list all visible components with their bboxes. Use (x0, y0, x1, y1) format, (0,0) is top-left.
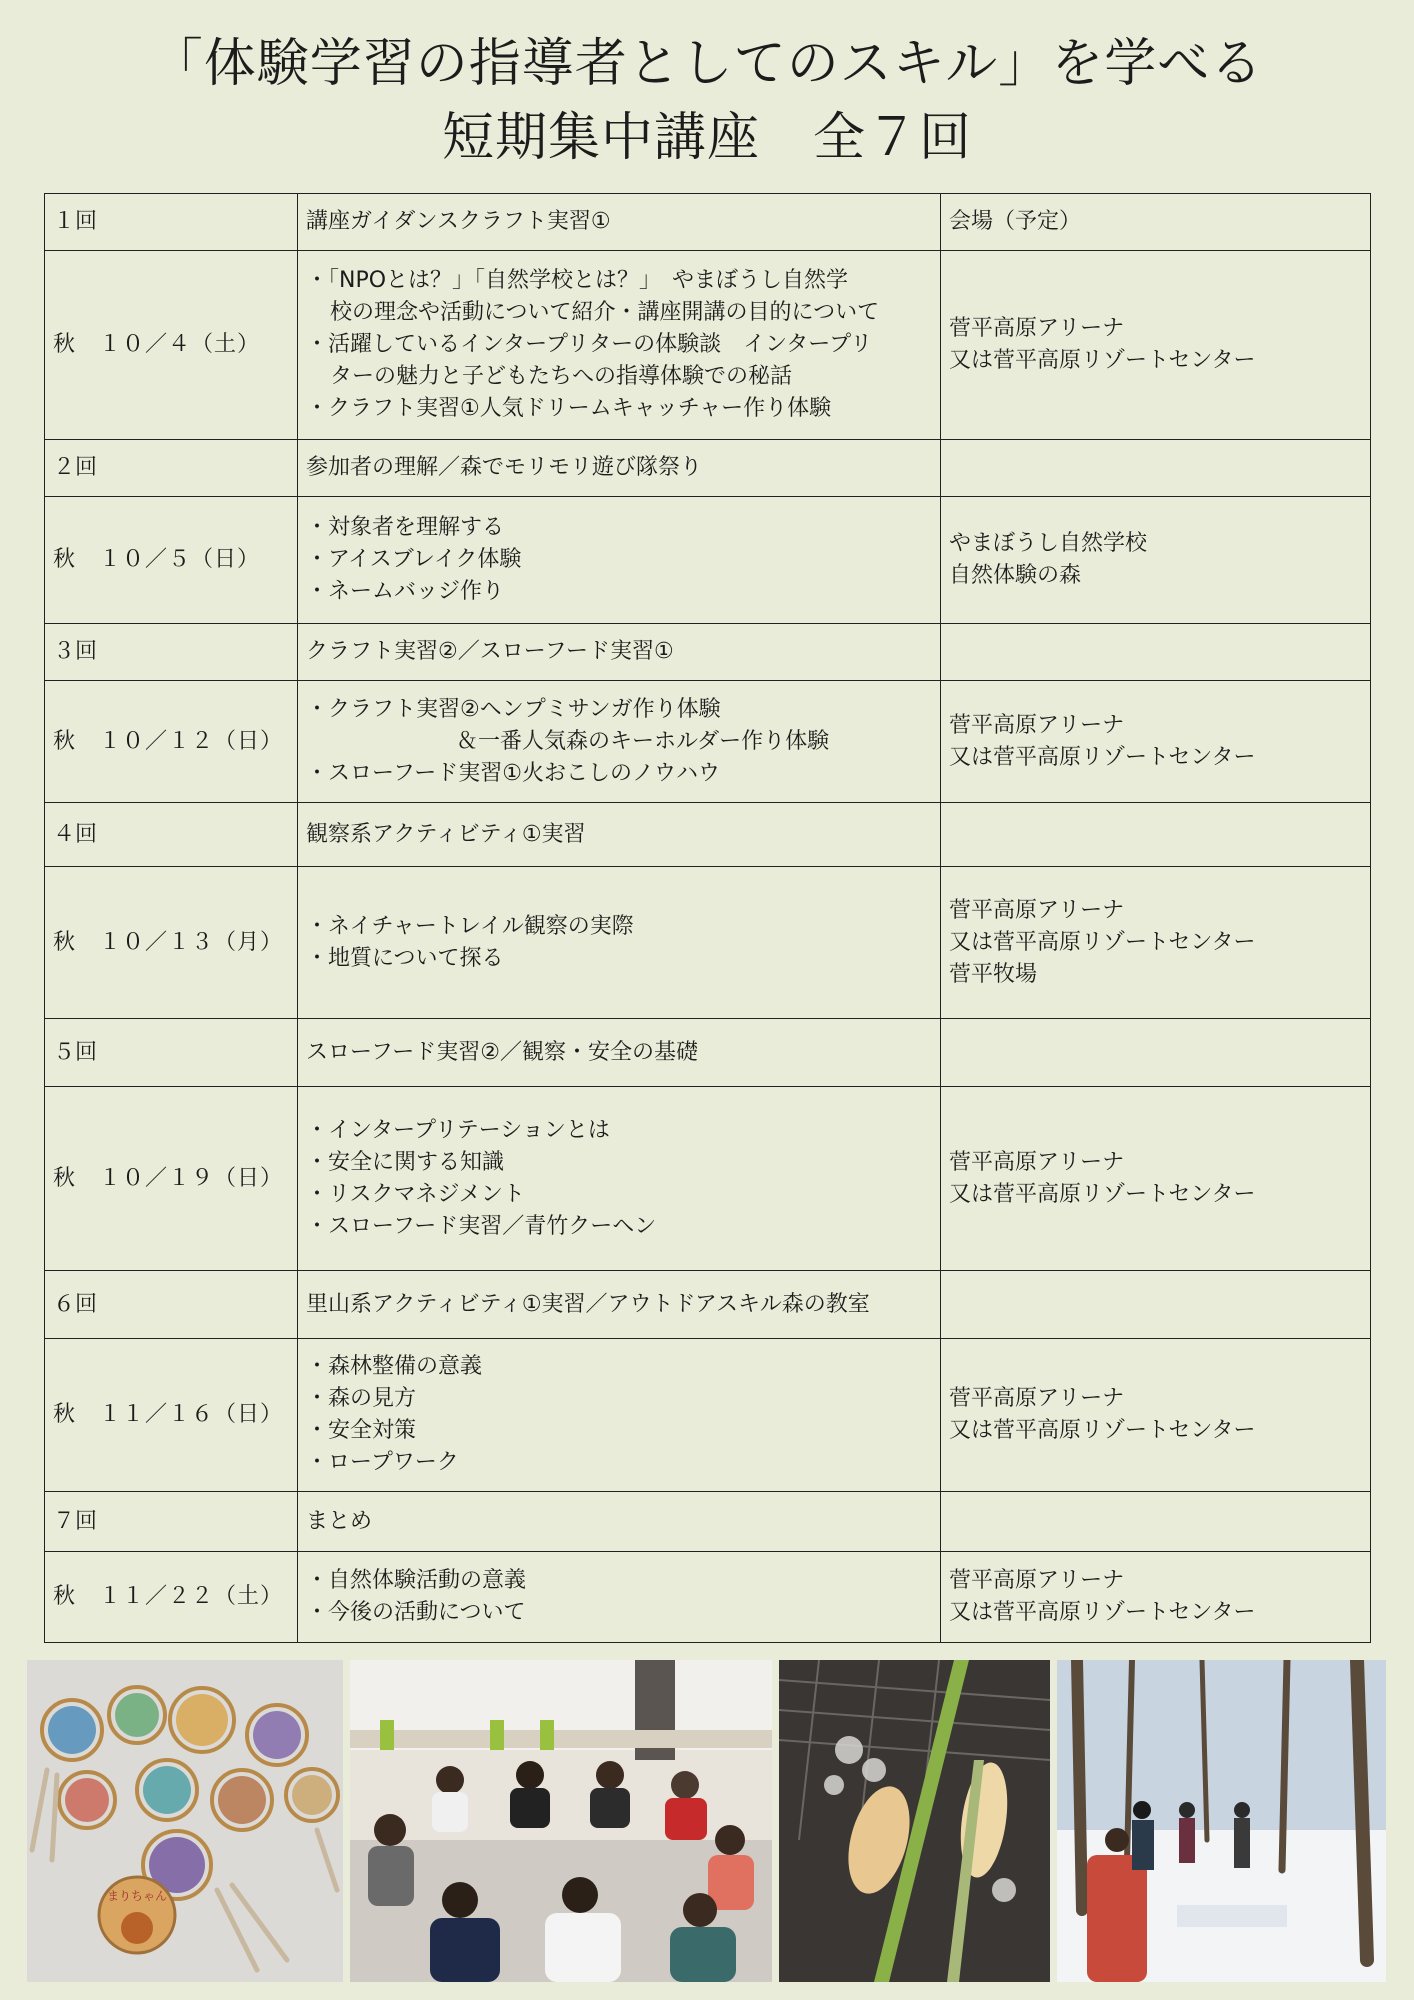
session-venue (941, 1087, 1371, 1271)
detail-line: ・リスクマネジメント (306, 1181, 525, 1207)
session-date: 秋 １０／１９（日） (45, 1087, 298, 1271)
session-topic: 里山系アクティビティ①実習／アウトドアスキル森の教室 (298, 1271, 941, 1339)
session-topic: 講座ガイダンスクラフト実習① (298, 194, 941, 251)
group-workshop-photo (350, 1660, 772, 1982)
session-date: 秋 １０／５（日） (45, 497, 298, 624)
session-date: 秋 １１／１６（日） (45, 1339, 298, 1492)
session-detail-row (45, 251, 1371, 440)
detail-line: ターの魅力と子どもたちへの指導体験での秘話 (330, 364, 793, 389)
detail-line: ・森林整備の意義 (306, 1354, 483, 1379)
session-venue (941, 681, 1371, 803)
detail-line: ・｢NPOとは？｣「自然学校とは？」 やまぼうし自然学 (306, 268, 849, 293)
session-details (298, 867, 941, 1019)
session-details (298, 251, 941, 440)
detail-line: ・ネームバッジ作り (306, 579, 505, 604)
session-detail-row (45, 1087, 1371, 1271)
page-subtitle: 短期集中講座 全７回 (441, 108, 972, 168)
detail-line: ・スローフード実習／青竹クーヘン (306, 1213, 657, 1239)
session-header-row (45, 440, 1371, 497)
detail-line: ・アイスブレイク体験 (306, 547, 522, 572)
snow-forest-photo (1057, 1660, 1386, 1982)
session-details (298, 681, 941, 803)
detail-line: ・今後の活動について (306, 1600, 526, 1625)
detail-line: ・活躍しているインタープリターの体験談 インタープリ (306, 332, 873, 357)
venue-line: 又は菅平高原リゾートセンター (949, 1181, 1256, 1207)
schedule-table (44, 193, 1371, 1643)
venue-line: 又は菅平高原リゾートセンター (949, 929, 1256, 955)
session-header-row (45, 803, 1371, 867)
session-details (298, 1552, 941, 1643)
session-details (298, 497, 941, 624)
bamboo-cooking-photo (779, 1660, 1050, 1982)
session-number: ７回 (45, 1492, 298, 1552)
session-detail-row (45, 867, 1371, 1019)
session-number: ２回 (45, 440, 298, 497)
venue-line: 菅平高原アリーナ (949, 316, 1125, 341)
session-header-row (45, 194, 1371, 251)
session-details (298, 1087, 941, 1271)
venue-line: 菅平高原アリーナ (949, 1386, 1125, 1411)
session-details (298, 1339, 941, 1492)
venue-line: 又は菅平高原リゾートセンター (949, 348, 1256, 373)
detail-line: ・クラフト実習①人気ドリームキャッチャー作り体験 (306, 396, 832, 421)
session-number: ６回 (45, 1271, 298, 1339)
session-venue (941, 867, 1371, 1019)
detail-line: ・スローフード実習①火おこしのノウハウ (306, 760, 720, 786)
session-topic: 参加者の理解／森でモリモリ遊び隊祭り (298, 440, 941, 497)
venue-line: 菅平高原アリーナ (949, 897, 1125, 923)
session-detail-row (45, 681, 1371, 803)
session-venue (941, 251, 1371, 440)
detail-line: ・クラフト実習②ヘンプミサンガ作り体験 (306, 696, 721, 722)
detail-line: ・インタープリテーションとは (306, 1117, 610, 1143)
detail-line: ・ロープワーク (306, 1450, 459, 1475)
session-topic: スローフード実習②／観察・安全の基礎 (298, 1019, 941, 1087)
detail-line: ・森の見方 (306, 1386, 417, 1411)
keychain-name-text: まりちゃん (106, 1889, 168, 1903)
session-topic: まとめ (298, 1492, 941, 1552)
detail-line: ・ネイチャートレイル観察の実際 (306, 913, 634, 939)
detail-line: ＆一番人気森のキーホルダー作り体験 (456, 728, 830, 754)
session-detail-row (45, 497, 1371, 624)
venue-line: 菅平牧場 (949, 961, 1038, 987)
venue-line: 又は菅平高原リゾートセンター (949, 1600, 1256, 1625)
session-venue (941, 1552, 1371, 1643)
dreamcatcher-photo (27, 1660, 343, 1982)
venue-line: 又は菅平高原リゾートセンター (949, 744, 1256, 770)
session-topic: クラフト実習②／スローフード実習① (298, 624, 941, 681)
session-header-row (45, 1492, 1371, 1552)
session-date: 秋 １１／２２（土） (45, 1552, 298, 1643)
venue-line: 菅平高原アリーナ (949, 1568, 1125, 1593)
session-topic: 観察系アクティビティ①実習 (298, 803, 941, 867)
session-number: ３回 (45, 624, 298, 681)
venue-line: 菅平高原アリーナ (949, 1149, 1125, 1175)
session-number: ４回 (45, 803, 298, 867)
session-detail-row (45, 1552, 1371, 1643)
page-title: 「体験学習の指導者としてのスキル」を学べる (150, 34, 1264, 94)
venue-line: 自然体験の森 (949, 563, 1082, 588)
session-header-row (45, 1271, 1371, 1339)
detail-line: ・安全に関する知識 (306, 1149, 505, 1175)
session-header-row (45, 1019, 1371, 1087)
session-detail-row (45, 1339, 1371, 1492)
venue-line: 又は菅平高原リゾートセンター (949, 1418, 1256, 1443)
detail-line: 校の理念や活動について紹介・講座開講の目的について (330, 300, 880, 325)
session-venue (941, 1339, 1371, 1492)
session-header-row (45, 624, 1371, 681)
detail-line: ・安全対策 (306, 1418, 417, 1443)
venue-line: 菅平高原アリーナ (949, 712, 1125, 738)
venue-line: やまぼうし自然学校 (949, 531, 1148, 556)
session-date: 秋 １０／１２（日） (45, 681, 298, 803)
detail-line: ・地質について探る (306, 945, 504, 971)
detail-line: ・自然体験活動の意義 (306, 1568, 527, 1593)
venue-header: 会場（予定） (941, 194, 1371, 251)
session-number: ５回 (45, 1019, 298, 1087)
session-date: 秋 １０／１３（月） (45, 867, 298, 1019)
session-date: 秋 １０／４（土） (45, 251, 298, 440)
session-number: １回 (45, 194, 298, 251)
detail-line: ・対象者を理解する (306, 515, 505, 540)
session-venue (941, 497, 1371, 624)
